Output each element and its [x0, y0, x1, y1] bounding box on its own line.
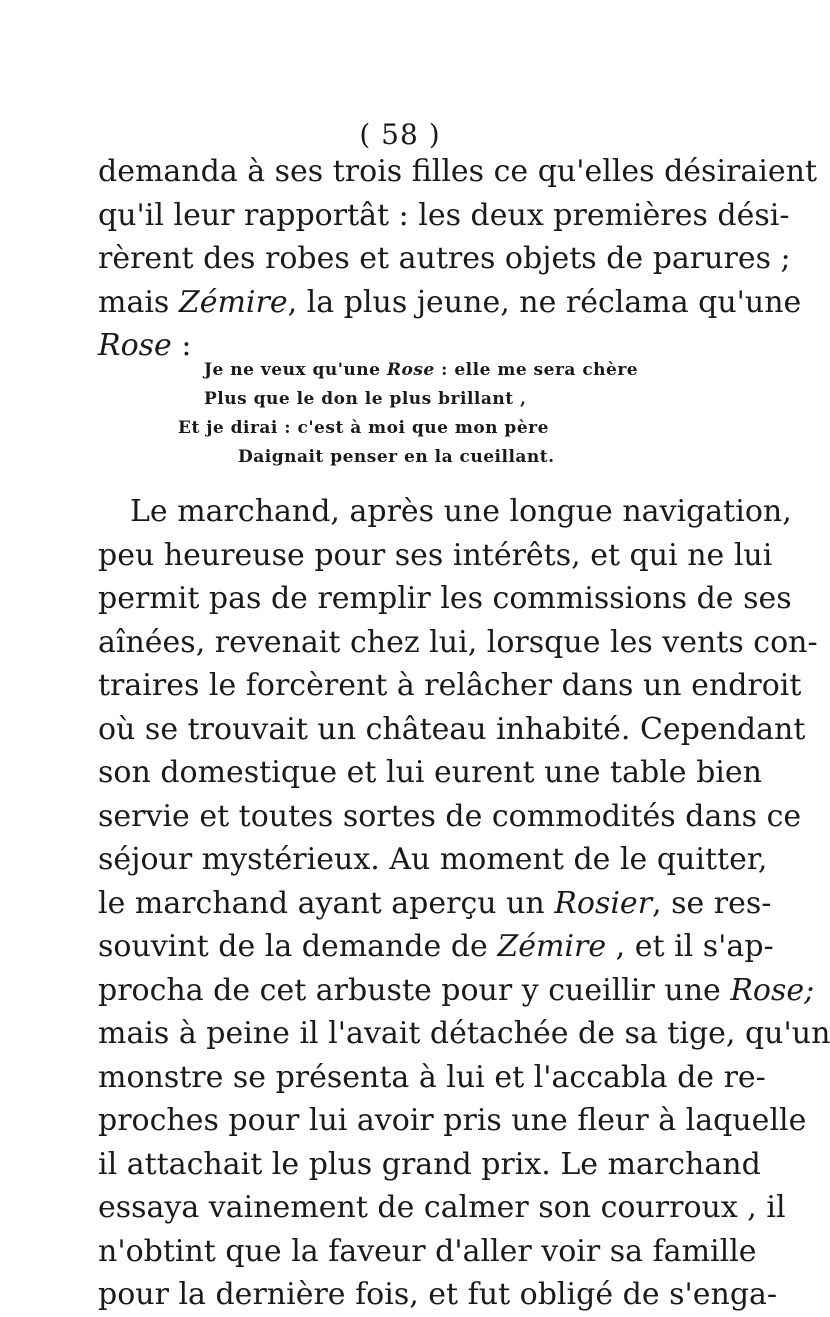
text-fragment: , la plus jeune, ne réclama qu'une: [287, 284, 802, 320]
text-fragment: , se res-: [652, 885, 772, 921]
text-line: [98, 969, 815, 1013]
text-line: il attachait le plus grand prix. Le marchand: [98, 1146, 761, 1182]
text-line: où se trouvait un château inhabité. Cependant: [98, 711, 806, 747]
word-rosier: Rosier: [554, 885, 653, 921]
text-fragment: souvint de la demande de: [98, 929, 498, 964]
text-fragment: Je ne veux qu'une: [204, 360, 387, 380]
word-rose: Rose: [386, 360, 435, 380]
page-number: ( 58 ): [359, 118, 441, 151]
text-line: son domestique et lui eurent une table bien: [98, 755, 762, 790]
text-line: pour la dernière fois, et fut obligé de s'enga-: [98, 1277, 778, 1312]
text-line: Le marchand, après une longue navigation,: [130, 494, 792, 529]
text-fragment: mais: [98, 284, 179, 320]
text-line: peu heureuse pour ses intérêts, et qui ne lui: [98, 537, 773, 573]
text-line: demanda à ses trois filles ce qu'elles désiraient: [98, 154, 818, 189]
text-line: rèrent des robes et autres objets de parures ;: [98, 241, 791, 276]
name-zemire: Zémire: [178, 284, 288, 320]
verse-quote: [178, 356, 639, 472]
text-line: [98, 882, 772, 926]
text-line: essaya vainement de calmer son courroux , il: [98, 1190, 786, 1225]
text-line: permit pas de remplir les commissions de ses: [98, 581, 792, 616]
text-line: séjour mystérieux. Au moment de le quitter,: [98, 842, 768, 877]
text-fragment: :: [171, 328, 192, 363]
text-line: n'obtint que la faveur d'aller voir sa famille: [98, 1233, 757, 1269]
text-line: servie et toutes sortes de commodités dans ce: [98, 798, 802, 834]
verse-line: Daignait penser en la cueillant.: [238, 447, 555, 467]
text-line: mais à peine il l'avait détachée de sa tige, qu'un: [98, 1016, 830, 1051]
word-rose: Rose: [98, 328, 172, 363]
verse-line: [178, 356, 639, 385]
paragraph-main: [98, 490, 830, 1317]
text-fragment: procha de cet arbuste pour y cueillir une: [98, 972, 731, 1008]
text-line: [98, 281, 802, 325]
text-line: qu'il leur rapportât : les deux premières dési-: [98, 197, 790, 233]
verse-line: Plus que le don le plus brillant ,: [204, 389, 527, 409]
text-line: [98, 925, 774, 969]
text-line: proches pour lui avoir pris une fleur à laquelle: [98, 1103, 807, 1138]
word-rose: Rose;: [730, 972, 815, 1008]
name-zemire: Zémire: [497, 929, 607, 964]
paragraph-intro: [98, 150, 818, 368]
text-fragment: : elle me sera chère: [434, 360, 639, 380]
verse-line: Et je dirai : c'est à moi que mon père: [178, 418, 549, 438]
text-fragment: le marchand ayant aperçu un: [98, 885, 555, 921]
text-line: monstre se présenta à lui et l'accabla de re-: [98, 1059, 766, 1095]
text-line: aînées, revenait chez lui, lorsque les vents con-: [98, 624, 818, 660]
text-fragment: , et il s'ap-: [606, 929, 774, 964]
text-line: traires le forcèrent à relâcher dans un endroit: [98, 668, 802, 703]
